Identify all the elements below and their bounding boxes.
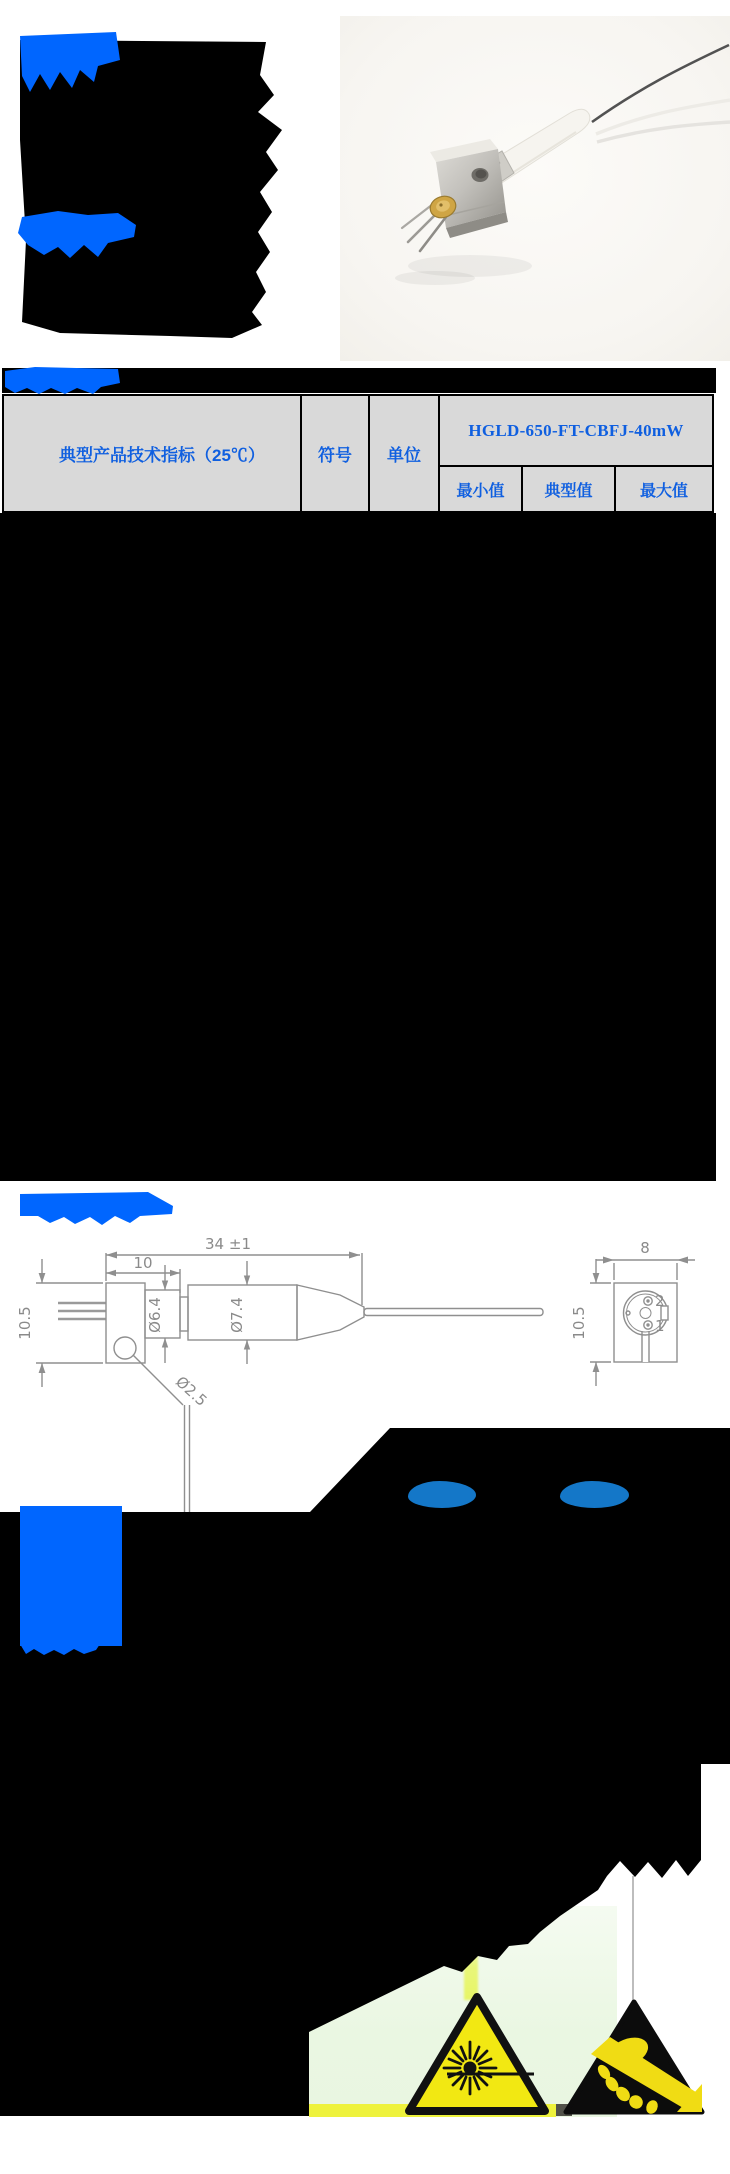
- min-column-header: 最小值: [456, 482, 505, 500]
- esd-leader-line: [632, 1876, 634, 2004]
- redacted-heading-dimensions: [20, 1192, 173, 1226]
- dim-hole-diameter: Ø2.5: [172, 1372, 211, 1410]
- redacted-blue-label-left: [408, 1481, 476, 1508]
- typ-column-header: 典型值: [544, 482, 593, 500]
- pin-label-2: 2: [655, 1292, 665, 1310]
- dim-end-height: 10.5: [570, 1306, 588, 1340]
- model-column-header: HGLD-650-FT-CBFJ-40mW: [468, 420, 684, 440]
- redacted-blue-label-right: [560, 1481, 629, 1508]
- product-photo: [340, 16, 730, 361]
- dim-body-diameter: Ø7.4: [228, 1297, 246, 1333]
- spec-column-header: 典型产品技术指标（25℃）: [59, 446, 265, 465]
- esd-warning-icon: [560, 1998, 708, 2118]
- dim-total-length: 34 ±1: [205, 1235, 251, 1253]
- dim-inner-diameter: Ø6.4: [146, 1297, 164, 1333]
- pin-label-1: 1: [655, 1317, 665, 1335]
- dim-end-width: 8: [640, 1239, 650, 1257]
- symbol-column-header: 符号: [318, 446, 352, 465]
- dim-flange-length: 10: [133, 1254, 153, 1272]
- redaction-block-table-body: [0, 513, 716, 1181]
- dim-side-height: 10.5: [16, 1306, 34, 1340]
- laser-warning-icon: [400, 1992, 550, 2117]
- end-view: [570, 1239, 695, 1386]
- redaction-block-intro: [20, 40, 286, 340]
- max-column-header: 最大值: [639, 482, 688, 500]
- spec-table-header: [2, 394, 714, 513]
- photo-background: [340, 16, 730, 361]
- redacted-figure-block: [20, 1506, 122, 1646]
- unit-column-header: 单位: [387, 446, 421, 465]
